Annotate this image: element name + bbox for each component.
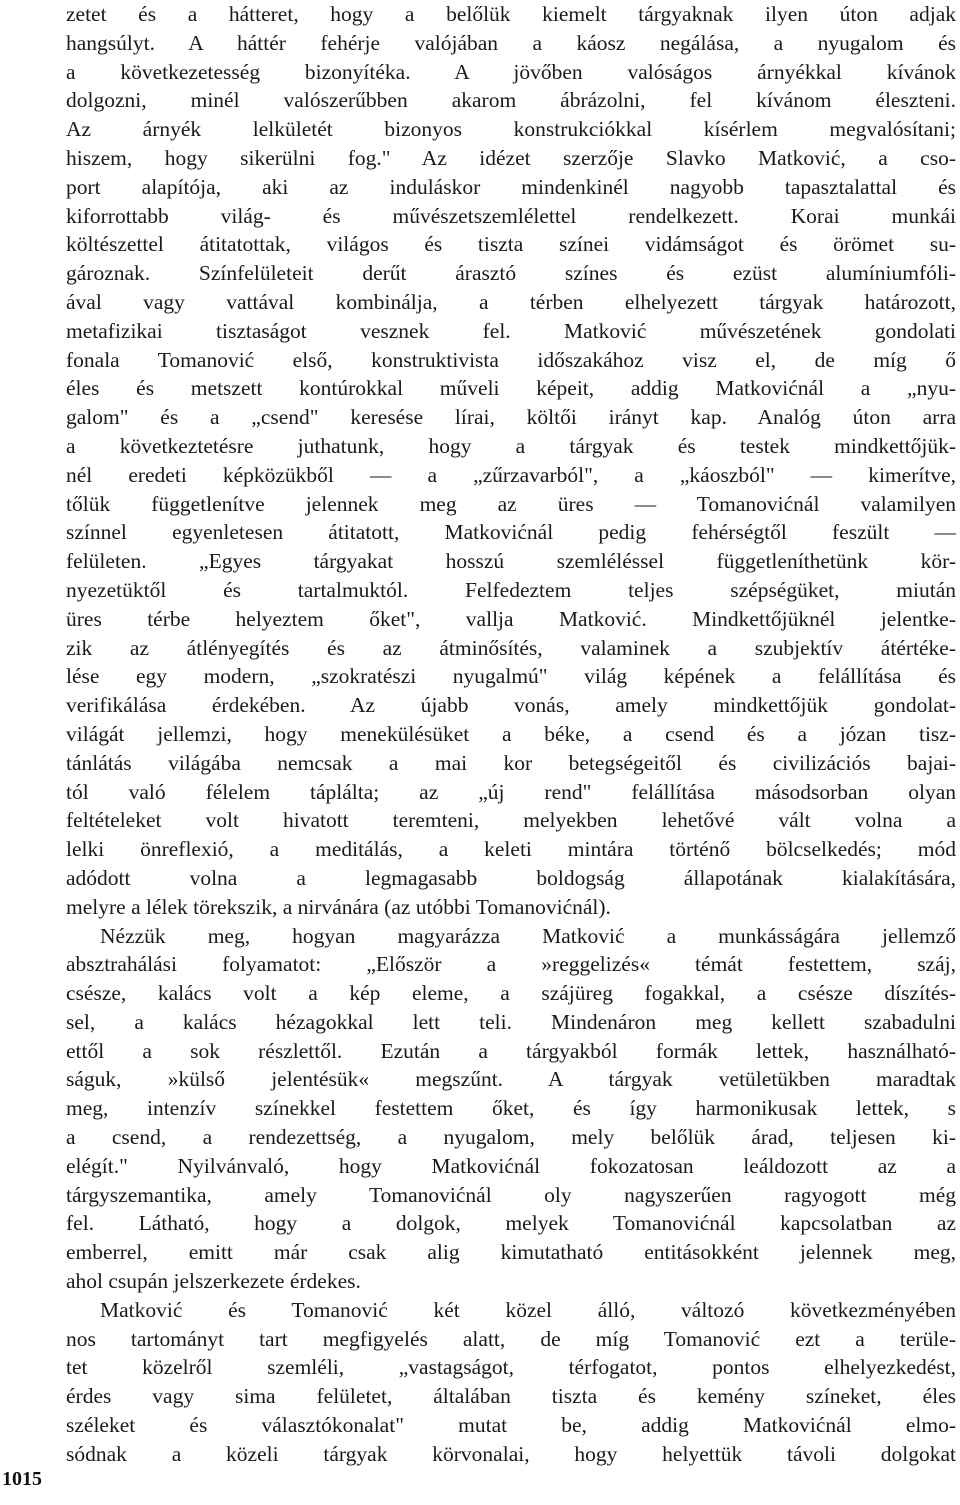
text-line: sódnak a közeli tárgyak körvonalai, hogy helyettük távoli dolgokat [66, 1441, 956, 1466]
text-line: melyre a lélek törekszik, a nirvánára (az utóbbi Tomanovićnál). [66, 894, 611, 919]
text-line: sel, a kalács hézagokkal lett teli. Mindenáron meg kellett szabadulni [66, 1009, 956, 1034]
text-line: feltételeket volt hivatott teremteni, melyekben lehetővé vált volna a [66, 808, 956, 833]
text-line: tól való félelem táplálta; az „új rend" felállítása másodsorban olyan [66, 779, 956, 804]
text-line: meg, intenzív színekkel festettem őket, és így harmonikusak lettek, s [66, 1096, 956, 1121]
text-line: verifikálása érdekében. Az újabb vonás, amely mindkettőjük gondolat- [66, 693, 956, 718]
text-line: a következetesség bizonyítéka. A jövőben valóságos árnyékkal kívánok [66, 59, 956, 84]
text-line: tánlátás világába nemcsak a mai kor betegségeitől és civilizációs bajai- [66, 750, 956, 775]
text-line: gároznak. Színfelületeit derűt árasztó színes és ezüst alumíniumfóli- [66, 261, 956, 286]
text-line: ahol csupán jelszerkezete érdekes. [66, 1269, 361, 1294]
text-line: színnel egyenletesen átitatott, Matkovićnál pedig fehérségtől feszült — [66, 520, 956, 545]
text-line: tet közelről szemléli, „vastagságot, térfogatot, pontos elhelyezkedést, [66, 1355, 956, 1380]
text-line: tőlük függetlenítve jelennek meg az üres — Tomanovićnál valamilyen [66, 491, 956, 516]
text-line: fel. Látható, hogy a dolgok, melyek Tomanovićnál kapcsolatban az [66, 1211, 956, 1236]
text-line: költészettel átitatottak, világos és tiszta színei vidámságot és örömet su- [66, 232, 956, 257]
text-line: Nézzük meg, hogyan magyarázza Matković a munkásságára jellemző [100, 923, 956, 948]
text-line: ettől a sok részlettől. Ezután a tárgyakból formák lettek, használható- [66, 1038, 956, 1063]
text-line: nos tartományt tart megfigyelés alatt, de míg Tomanović ezt a terüle- [66, 1326, 956, 1351]
text-line: hiszem, hogy sikerülni fog." Az idézet szerzője Slavko Matković, a cso- [66, 145, 956, 170]
body-text [66, 0, 956, 1469]
text-line: zetet és a hátteret, hogy a belőlük kiemelt tárgyaknak ilyen úton adjak [66, 2, 956, 26]
text-line: Matković és Tomanović két közel álló, változó következményében [100, 1297, 956, 1322]
text-line: a csend, a rendezettség, a nyugalom, mely belőlük árad, teljesen ki- [66, 1125, 956, 1150]
text-line: üres térbe helyeztem őket", vallja Matković. Mindkettőjüknél jelentke- [66, 606, 956, 631]
text-line: nél eredeti képközükből — a „zűrzavarból", a „káoszból" — kimerítve, [66, 462, 956, 487]
text-line: zik az átlényegítés és az átminősítés, valaminek a szubjektív átértéke- [66, 635, 956, 660]
text-line: metafizikai tisztaságot vesznek fel. Matković művészetének gondolati [66, 318, 956, 343]
text-line: a következtetésre juthatunk, hogy a tárgyak és testek mindkettőjük- [66, 433, 956, 458]
text-line: széleket és választókonalat" mutat be, addig Matkovićnál elmo- [66, 1413, 956, 1438]
text-line: ával vagy vattával kombinálja, a térben elhelyezett tárgyak határozott, [66, 289, 956, 314]
text-line: világát jellemzi, hogy menekülésüket a béke, a csend és a józan tisz- [66, 721, 956, 746]
text-line: lelki önreflexió, a meditálás, a keleti mintára történő bölcselkedés; mód [66, 837, 956, 862]
text-line: éles és metszett kontúrokkal műveli képeit, addig Matkovićnál a „nyu- [66, 376, 956, 401]
text-line: tárgyszemantika, amely Tomanovićnál oly nagyszerűen ragyogott még [66, 1182, 956, 1207]
text-line: elégít." Nyilvánvaló, hogy Matkovićnál fokozatosan leáldozott az a [66, 1153, 956, 1178]
text-line: érdes vagy sima felületet, általában tiszta és kemény színeket, éles [66, 1384, 956, 1409]
text-line: felületen. „Egyes tárgyakat hosszú szemléléssel függetleníthetünk kör- [66, 549, 956, 574]
text-line: ságuk, »külső jelentésük« megszűnt. A tárgyak vetületükben maradtak [66, 1067, 956, 1092]
text-line: kiforrottabb világ- és művészetszemlélettel rendelkezett. Korai munkái [66, 203, 956, 228]
text-line: dolgozni, minél valószerűbben akarom ábrázolni, fel kívánom éleszteni. [66, 88, 956, 113]
text-line: emberrel, emitt már csak alig kimutatható entitásokként jelennek meg, [66, 1240, 956, 1265]
text-line: fonala Tomanović első, konstruktivista időszakához visz el, de míg ő [66, 347, 956, 372]
text-line: hangsúlyt. A háttér fehérje valójában a káosz negálása, a nyugalom és [66, 30, 956, 55]
text-line: csésze, kalács volt a kép eleme, a szájüreg fogakkal, a csésze díszítés- [66, 981, 956, 1006]
text-line: adódott volna a legmagasabb boldogság állapotának kialakítására, [66, 865, 956, 890]
text-line: port alapítója, aki az induláskor mindenkinél nagyobb tapasztalattal és [66, 174, 956, 199]
text-line: galom" és a „csend" keresése lírai, költői irányt kap. Analóg úton arra [66, 405, 956, 430]
text-line: nyezetüktől és tartalmuktól. Felfedeztem teljes szépségüket, miután [66, 577, 956, 602]
page-number: 1015 [2, 1468, 42, 1490]
text-line: absztrahálási folyamatot: „Először a »reggelizés« témát festettem, száj, [66, 952, 956, 977]
text-line: Az árnyék lelkületét bizonyos konstrukciókkal kísérlem megvalósítani; [66, 117, 956, 142]
text-line: lése egy modern, „szokratészi nyugalmú" világ képének a felállítása és [66, 664, 956, 689]
